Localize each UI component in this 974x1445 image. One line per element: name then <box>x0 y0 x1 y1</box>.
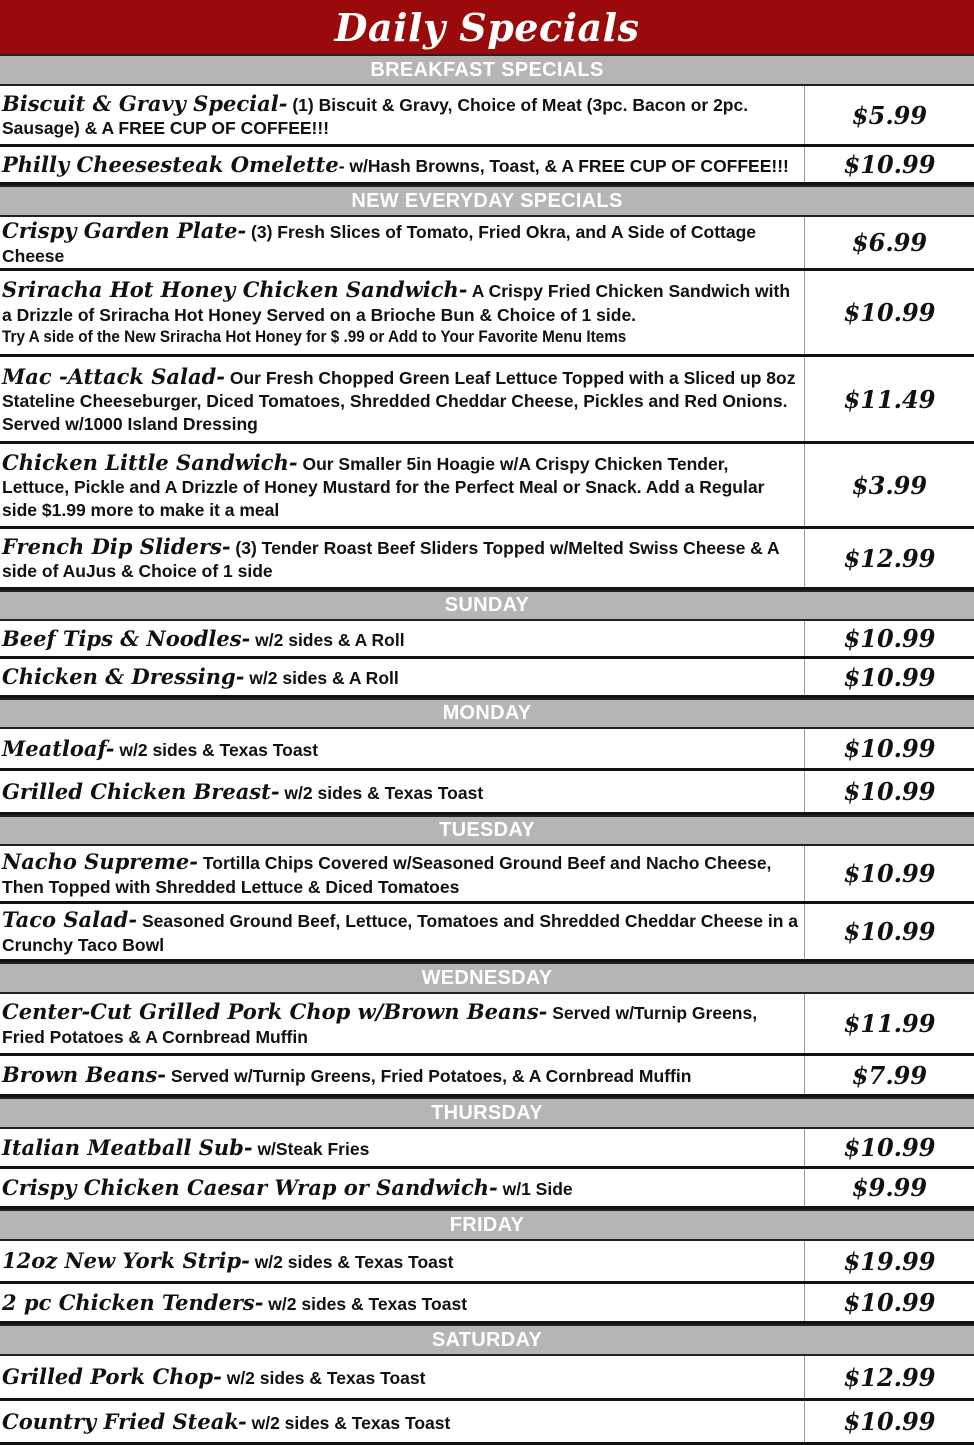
menu-item <box>0 357 974 444</box>
menu-item-text: w/2 sides & Texas Toast <box>249 1252 454 1273</box>
menu-item-price: $10.99 <box>843 662 936 692</box>
menu-item-price: $10.99 <box>843 1407 936 1436</box>
menu-item-price: $12.99 <box>843 1362 936 1392</box>
menu-item-price: $3.99 <box>851 470 928 500</box>
section-header: NEW EVERYDAY SPECIALS <box>0 185 974 217</box>
menu-item-text: Served w/Turnip Greens, Fried Potatoes & A Cornbread Muffin <box>2 1003 758 1047</box>
section-header: WEDNESDAY <box>0 962 974 994</box>
menu-item-name: 12oz New York Strip- <box>2 1248 250 1274</box>
menu-item <box>0 529 974 590</box>
section-header: BREAKFAST SPECIALS <box>0 54 974 86</box>
menu-item-text: Tortilla Chips Covered w/Seasoned Ground Beef and Nacho Cheese, Then Topped with Shredded Lettuce & Diced Tomatoes <box>2 853 772 897</box>
section-header: SATURDAY <box>0 1324 974 1356</box>
menu-item-price: $11.49 <box>843 384 936 414</box>
menu-item <box>0 729 974 771</box>
menu-item-price: $10.99 <box>843 917 936 946</box>
menu-item-text: w/2 sides & Texas Toast <box>279 782 484 803</box>
menu-item-text: (1) Biscuit & Gravy, Choice of Meat (3pc. Bacon or 2pc. Sausage) & A FREE CUP OF COFFEE!!! <box>2 94 749 139</box>
menu-item-name: Philly Cheesesteak Omelette <box>2 151 339 177</box>
section-header: SUNDAY <box>0 590 974 621</box>
menu-item-description <box>0 994 805 1053</box>
menu-item-price: $10.99 <box>843 1288 936 1317</box>
menu-item-text: w/2 sides & Texas Toast <box>221 1368 426 1389</box>
page-title: Daily Specials <box>334 4 640 50</box>
menu-item-description <box>0 529 805 587</box>
menu-item-description <box>0 846 805 901</box>
menu-item-text: w/2 sides & Texas Toast <box>263 1293 468 1314</box>
menu-item-promo: Try A side of the New Sriracha Hot Honey for $ .99 or Add to Your Favorite Menu Items <box>2 327 627 347</box>
menu-item-price: $6.99 <box>851 228 928 257</box>
menu-item-text: w/2 sides & Texas Toast <box>246 1412 451 1433</box>
menu-item-description <box>0 1169 805 1206</box>
menu-item-name: Grilled Chicken Breast- <box>2 778 280 804</box>
menu-item-text: - w/Hash Browns, Toast, & A FREE CUP OF COFFEE!!! <box>338 155 789 176</box>
section-header: MONDAY <box>0 698 974 729</box>
menu-item-price: $10.99 <box>843 624 936 653</box>
menu-item-price: $12.99 <box>843 543 936 573</box>
menu-item <box>0 771 974 815</box>
menu-item-price: $10.99 <box>843 1133 936 1162</box>
menu-item-text: w/2 sides & A Roll <box>250 629 405 650</box>
menu-item-name: Mac -Attack Salad- <box>2 363 226 389</box>
menu-item-name: Taco Salad- <box>2 907 138 933</box>
menu-item-name: Chicken Little Sandwich- <box>2 449 298 475</box>
menu-item-text: Our Fresh Chopped Green Leaf Lettuce Topped with a Sliced up 8oz Stateline Cheeseburger, Diced Tomatoes, Shredded Cheddar Cheese, Pickles and Red Onions. Served w/1000 Island Dressing <box>2 367 796 434</box>
menu-item <box>0 147 974 185</box>
menu-item-description <box>0 729 805 768</box>
menu-item-name: Biscuit & Gravy Special- <box>2 90 288 116</box>
menu-item-description <box>0 659 805 695</box>
menu-item-description <box>0 217 805 268</box>
menu-item-name: 2 pc Chicken Tenders- <box>2 1289 264 1315</box>
menu-item-text: w/2 sides & Texas Toast <box>114 739 319 760</box>
menu-item-description <box>0 621 805 656</box>
menu-list <box>0 54 974 1445</box>
menu-item-name: Center-Cut Grilled Pork Chop w/Brown Beans- <box>2 999 548 1025</box>
section-header: TUESDAY <box>0 815 974 846</box>
menu-item <box>0 86 974 147</box>
menu-item <box>0 1401 974 1445</box>
menu-item-name: Country Fried Steak- <box>2 1408 247 1434</box>
menu-item-description <box>0 1356 805 1398</box>
section-header: FRIDAY <box>0 1209 974 1241</box>
menu-item-text: A Crispy Fried Chicken Sandwich with a Drizzle of Sriracha Hot Honey Served on a Brioche Bun & Choice of 1 side. <box>2 281 791 325</box>
menu-item-description <box>0 904 805 959</box>
menu-item-text: Served w/Turnip Greens, Fried Potatoes, & A Cornbread Muffin <box>166 1066 692 1087</box>
menu-item-description <box>0 1284 805 1321</box>
menu-item-name: Italian Meatball Sub- <box>2 1134 253 1160</box>
menu-item <box>0 271 974 357</box>
menu-item-description <box>0 444 805 526</box>
menu-item-description <box>0 1241 805 1281</box>
menu-item <box>0 444 974 529</box>
menu-item-price: $9.99 <box>851 1173 928 1202</box>
menu-item <box>0 217 974 271</box>
menu-item-text: w/Steak Fries <box>252 1138 370 1159</box>
menu-item-price: $19.99 <box>843 1246 936 1276</box>
menu-item <box>0 994 974 1056</box>
menu-item <box>0 1284 974 1324</box>
menu-item-price: $10.99 <box>843 777 936 806</box>
section-header: THURSDAY <box>0 1097 974 1129</box>
menu-item-name: Grilled Pork Chop- <box>2 1364 222 1390</box>
menu-item-name: Meatloaf- <box>2 735 115 761</box>
menu-item-name: Chicken & Dressing- <box>2 664 245 690</box>
menu-item-price: $5.99 <box>851 100 928 130</box>
menu-item <box>0 1356 974 1401</box>
menu-item-name: French Dip Sliders- <box>2 533 231 559</box>
menu-item-price: $10.99 <box>843 298 936 327</box>
menu-item-text: (3) Tender Roast Beef Sliders Topped w/Melted Swiss Cheese & A side of AuJus & Choice of 1 side <box>2 537 780 582</box>
menu-item-description <box>0 86 805 144</box>
menu-item-name: Crispy Chicken Caesar Wrap or Sandwich- <box>2 1174 498 1200</box>
menu-item <box>0 621 974 659</box>
menu-item <box>0 1169 974 1209</box>
menu-item <box>0 1056 974 1097</box>
menu-item <box>0 1241 974 1284</box>
menu-item-text: (3) Fresh Slices of Tomato, Fried Okra, and A Side of Cottage Cheese <box>2 222 757 266</box>
menu-item-name: Sriracha Hot Honey Chicken Sandwich- <box>2 277 468 303</box>
menu-item-name: Brown Beans- <box>2 1062 167 1088</box>
menu-item-price: $7.99 <box>851 1060 928 1090</box>
menu-item-text: Our Smaller 5in Hoagie w/A Crispy Chicken Tender, Lettuce, Pickle and A Drizzle of Honey Mustard for the Perfect Meal or Snack. Add a Regular side $1.99 more to make it a meal <box>2 453 765 520</box>
menu-item-price: $10.99 <box>843 734 936 763</box>
menu-item-text: w/1 Side <box>497 1178 573 1199</box>
menu-item-name: Crispy Garden Plate- <box>2 218 247 244</box>
menu-item-description <box>0 357 805 441</box>
menu-item-name: Nacho Supreme- <box>2 849 199 875</box>
menu-item-text: Seasoned Ground Beef, Lettuce, Tomatoes and Shredded Cheddar Cheese in a Crunchy Taco Bowl <box>2 911 799 955</box>
menu-item-price: $10.99 <box>843 859 936 888</box>
menu-item-text: w/2 sides & A Roll <box>244 668 399 689</box>
menu-item-description <box>0 771 805 812</box>
menu-item-description <box>0 1401 805 1442</box>
menu-item <box>0 904 974 962</box>
menu-item <box>0 846 974 904</box>
menu-item-price: $10.99 <box>843 150 936 179</box>
menu-item-description <box>0 147 805 182</box>
menu-item-description <box>0 271 805 354</box>
menu-item-name: Beef Tips & Noodles- <box>2 625 251 651</box>
menu-item <box>0 659 974 698</box>
menu-item <box>0 1129 974 1169</box>
menu-item-description <box>0 1129 805 1166</box>
title-bar <box>0 0 974 54</box>
menu-item-description <box>0 1056 805 1094</box>
menu-item-price: $11.99 <box>843 1009 936 1038</box>
